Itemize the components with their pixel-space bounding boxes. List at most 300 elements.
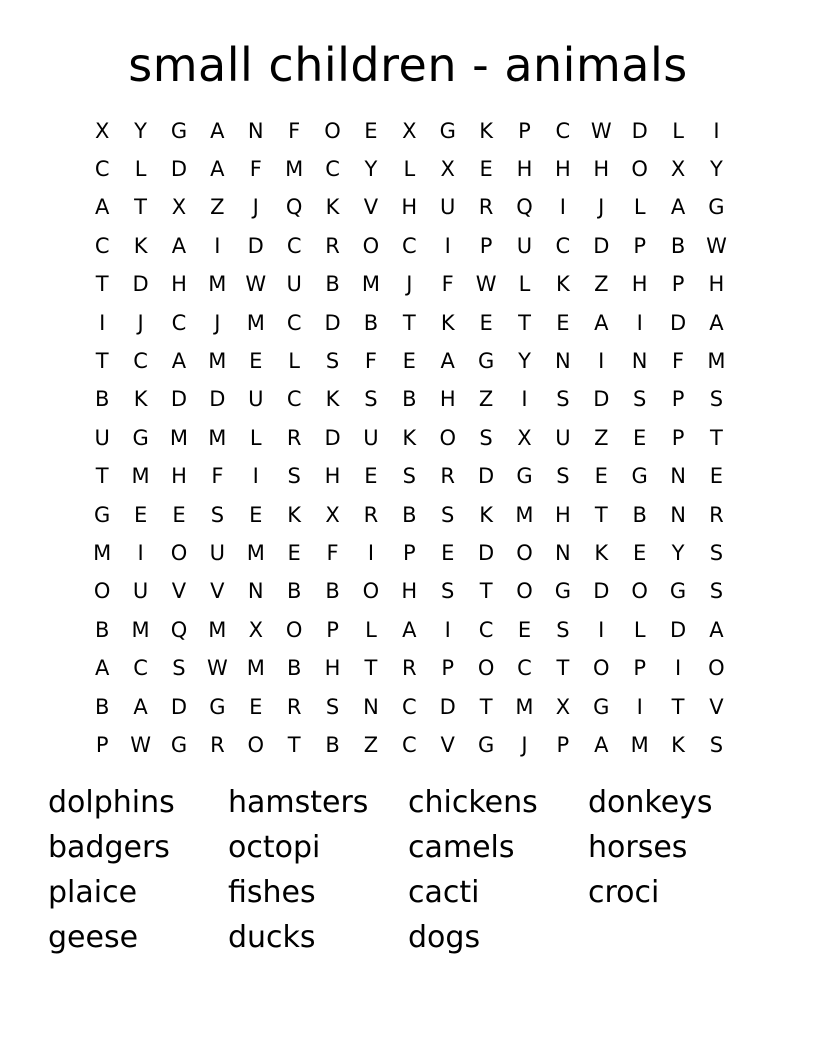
word-list-item: horses — [588, 830, 688, 865]
grid-cell: X — [95, 118, 110, 143]
grid-cell: D — [631, 118, 648, 143]
grid-cell: G — [516, 464, 533, 489]
grid-cell: S — [325, 694, 340, 719]
grid-cell: G — [132, 425, 149, 450]
grid-cell: E — [709, 464, 724, 489]
page-title: small children - animals — [128, 38, 688, 92]
word-list-item: donkeys — [588, 785, 713, 820]
grid-cell: O — [631, 579, 648, 604]
grid-cell: C — [94, 233, 110, 258]
grid-cell: I — [559, 195, 566, 220]
grid-cell: X — [440, 157, 455, 182]
grid-cell: B — [363, 310, 379, 335]
grid-cell: R — [286, 694, 302, 719]
grid-cell: A — [171, 233, 187, 258]
grid-cell: J — [214, 310, 221, 335]
grid-cell: V — [171, 579, 187, 604]
grid-cell: K — [133, 233, 148, 258]
grid-cell: I — [444, 617, 451, 642]
grid-cell: U — [94, 425, 110, 450]
grid-cell: T — [402, 310, 416, 335]
grid-cell: N — [247, 118, 264, 143]
grid-cell: H — [554, 502, 571, 527]
grid-cell: O — [324, 118, 341, 143]
grid-cell: T — [710, 425, 723, 450]
grid-cell: H — [708, 272, 725, 297]
grid-cell: P — [671, 387, 685, 412]
grid-cell: G — [477, 732, 495, 757]
grid-cell: Y — [518, 349, 531, 374]
grid-cell: W — [475, 272, 497, 297]
grid-cell: G — [554, 579, 572, 604]
grid-cell: Y — [710, 157, 723, 182]
grid-cell: R — [286, 425, 302, 450]
grid-cell: Z — [363, 732, 379, 757]
grid-cell: S — [210, 502, 225, 527]
grid-cell: H — [401, 579, 418, 604]
grid-cell: T — [594, 502, 608, 527]
word-list-item: octopi — [228, 830, 321, 865]
grid-cell: B — [286, 579, 302, 604]
grid-cell: T — [671, 694, 685, 719]
grid-cell: A — [210, 118, 225, 143]
grid-cell: C — [325, 157, 340, 182]
grid-cell: E — [172, 502, 186, 527]
grid-cell: H — [171, 464, 187, 489]
grid-cell: D — [669, 310, 687, 335]
grid-cell: R — [709, 502, 724, 527]
grid-cell: T — [556, 656, 570, 681]
grid-cell: C — [133, 349, 148, 374]
grid-cell: O — [631, 157, 648, 182]
grid-cell: H — [554, 157, 571, 182]
grid-cell: D — [209, 387, 226, 412]
grid-cell: A — [402, 617, 417, 642]
grid-cell: K — [325, 195, 340, 220]
grid-cell: H — [324, 656, 341, 681]
word-list — [48, 780, 768, 960]
grid-cell: A — [440, 349, 455, 374]
grid-cell: A — [594, 732, 609, 757]
grid-cell: I — [521, 387, 528, 412]
grid-cell: C — [401, 694, 417, 719]
grid-cell: R — [402, 656, 417, 681]
grid-cell: J — [252, 195, 259, 220]
grid-cell: E — [249, 349, 263, 374]
grid-cell: B — [402, 387, 417, 412]
grid-cell: D — [247, 233, 264, 258]
grid-cell: I — [252, 464, 259, 489]
grid-cell: B — [632, 502, 647, 527]
grid-cell: C — [517, 656, 532, 681]
grid-cell: U — [440, 195, 456, 220]
grid-cell: S — [709, 579, 724, 604]
grid-cell: M — [246, 540, 265, 565]
word-list-item: hamsters — [228, 785, 369, 820]
grid-cell: D — [132, 272, 149, 297]
grid-cell: T — [479, 694, 493, 719]
grid-cell: R — [440, 464, 455, 489]
grid-cell: C — [555, 118, 571, 143]
grid-cell: D — [324, 425, 341, 450]
grid-cell: G — [477, 349, 495, 374]
grid-cell: U — [555, 425, 571, 450]
grid-cell: P — [671, 272, 685, 297]
grid-cell: B — [286, 656, 302, 681]
word-list-item: geese — [48, 920, 139, 955]
grid-cell: P — [633, 233, 646, 258]
grid-cell: M — [131, 617, 150, 642]
grid-cell: R — [363, 502, 379, 527]
grid-cell: S — [441, 579, 455, 604]
grid-cell: C — [286, 310, 302, 335]
grid-cell: P — [479, 233, 493, 258]
grid-cell: N — [670, 464, 686, 489]
grid-cell: H — [439, 387, 456, 412]
grid-cell: J — [406, 272, 413, 297]
grid-cell: D — [593, 579, 610, 604]
grid-cell: N — [631, 349, 648, 374]
word-list-item: ducks — [228, 920, 316, 955]
grid-cell: M — [361, 272, 380, 297]
word-list-item: dogs — [408, 920, 481, 955]
grid-cell: V — [210, 579, 225, 604]
grid-cell: K — [133, 387, 148, 412]
grid-cell: E — [364, 118, 378, 143]
grid-cell: X — [402, 118, 417, 143]
grid-cell: K — [287, 502, 302, 527]
grid-cell: C — [286, 233, 302, 258]
grid-cell: T — [518, 310, 531, 335]
grid-cell: A — [709, 617, 724, 642]
grid-cell: I — [367, 540, 375, 565]
grid-cell: H — [631, 272, 648, 297]
grid-cell: E — [364, 464, 378, 489]
grid-cell: U — [132, 579, 149, 604]
grid-cell: D — [593, 233, 610, 258]
grid-cell: K — [325, 387, 340, 412]
grid-cell: I — [214, 233, 221, 258]
grid-cell: K — [479, 502, 493, 527]
grid-cell: F — [672, 349, 685, 374]
grid-cell: E — [556, 310, 570, 335]
grid-cell: B — [325, 579, 340, 604]
grid-cell: F — [326, 540, 339, 565]
grid-cell: K — [555, 272, 570, 297]
grid-cell: P — [326, 617, 339, 642]
grid-cell: G — [631, 464, 648, 489]
grid-cell: L — [249, 425, 262, 450]
grid-cell: E — [633, 425, 647, 450]
grid-cell: T — [95, 349, 109, 374]
grid-cell: X — [171, 195, 187, 220]
grid-cell: O — [362, 233, 380, 258]
grid-cell: L — [134, 157, 147, 182]
grid-cell: B — [402, 502, 417, 527]
grid-cell: D — [669, 617, 687, 642]
grid-cell: E — [133, 502, 148, 527]
grid-cell: C — [401, 233, 417, 258]
grid-cell: U — [363, 425, 379, 450]
grid-cell: A — [95, 656, 110, 681]
grid-cell: Y — [671, 540, 685, 565]
grid-cell: D — [593, 387, 610, 412]
grid-cell: D — [170, 157, 188, 182]
word-list-item: dolphins — [48, 785, 175, 820]
grid-cell: T — [134, 195, 147, 220]
grid-cell: O — [170, 540, 188, 565]
grid-cell: O — [477, 656, 495, 681]
grid-cell: O — [439, 425, 456, 450]
grid-cell: I — [713, 118, 720, 143]
grid-cell: C — [171, 310, 187, 335]
grid-cell: O — [593, 656, 610, 681]
grid-cell: I — [636, 694, 643, 719]
grid-cell: W — [206, 656, 228, 681]
grid-cell: J — [521, 732, 528, 757]
grid-cell: C — [555, 233, 571, 258]
grid-cell: K — [440, 310, 455, 335]
grid-cell: B — [94, 387, 110, 412]
grid-cell: L — [365, 617, 377, 642]
grid-cell: B — [325, 732, 340, 757]
grid-cell: I — [137, 540, 144, 565]
grid-cell: G — [94, 502, 111, 527]
grid-cell: O — [247, 732, 265, 757]
grid-cell: M — [246, 310, 265, 335]
grid-cell: A — [133, 694, 148, 719]
grid-cell: O — [285, 617, 303, 642]
grid-cell: E — [517, 617, 532, 642]
grid-cell: L — [403, 157, 416, 182]
grid-cell: B — [325, 272, 340, 297]
grid-cell: Q — [285, 195, 303, 220]
grid-cell: I — [444, 233, 451, 258]
grid-cell: E — [479, 310, 493, 335]
grid-cell: V — [709, 694, 724, 719]
grid-cell: M — [169, 425, 189, 450]
grid-cell: I — [598, 617, 605, 642]
word-list-item: badgers — [48, 830, 170, 865]
grid-cell: A — [95, 195, 110, 220]
grid-cell: D — [478, 464, 495, 489]
grid-cell: C — [94, 157, 110, 182]
grid-cell: O — [362, 579, 380, 604]
grid-cell: I — [99, 310, 106, 335]
grid-cell: F — [249, 157, 262, 182]
grid-cell: N — [363, 694, 379, 719]
grid-cell: E — [441, 540, 455, 565]
grid-cell: D — [170, 694, 188, 719]
grid-cell: O — [516, 540, 533, 565]
grid-cell: Q — [170, 617, 188, 642]
grid-cell: V — [440, 732, 455, 757]
grid-cell: S — [172, 656, 186, 681]
grid-cell: L — [633, 195, 646, 220]
grid-cell: M — [93, 540, 112, 565]
word-list-item: chickens — [408, 785, 538, 820]
grid-cell: X — [670, 157, 686, 182]
grid-cell: G — [170, 732, 188, 757]
grid-cell: S — [709, 732, 724, 757]
grid-cell: K — [594, 540, 609, 565]
grid-cell: H — [324, 464, 341, 489]
grid-cell: G — [209, 694, 226, 719]
grid-cell: E — [479, 157, 493, 182]
grid-cell: M — [208, 425, 227, 450]
grid-cell: G — [439, 118, 456, 143]
grid-cell: X — [555, 694, 571, 719]
grid-cell: E — [287, 540, 301, 565]
grid-cell: F — [441, 272, 454, 297]
grid-cell: B — [670, 233, 686, 258]
grid-cell: X — [325, 502, 340, 527]
grid-cell: M — [246, 656, 265, 681]
grid-cell: X — [248, 617, 263, 642]
word-list-item: fishes — [228, 875, 316, 910]
grid-cell: A — [171, 349, 187, 374]
grid-cell: T — [95, 272, 109, 297]
grid-cell: C — [401, 732, 417, 757]
grid-cell: Z — [210, 195, 225, 220]
grid-cell: C — [133, 656, 148, 681]
grid-cell: A — [594, 310, 609, 335]
grid-cell: L — [672, 118, 684, 143]
grid-cell: J — [598, 195, 605, 220]
grid-cell: M — [707, 349, 726, 374]
grid-cell: P — [518, 118, 531, 143]
grid-cell: S — [632, 387, 647, 412]
grid-cell: S — [709, 540, 724, 565]
letter-grid — [83, 112, 736, 765]
grid-cell: U — [209, 540, 226, 565]
grid-cell: I — [674, 656, 682, 681]
word-list-item: camels — [408, 830, 515, 865]
grid-cell: P — [671, 425, 685, 450]
grid-cell: M — [208, 272, 227, 297]
grid-cell: S — [556, 464, 570, 489]
grid-cell: K — [402, 425, 417, 450]
grid-cell: F — [364, 349, 377, 374]
grid-cell: S — [441, 502, 455, 527]
grid-cell: N — [555, 349, 571, 374]
grid-cell: D — [324, 310, 341, 335]
grid-cell: W — [706, 233, 727, 258]
grid-cell: P — [402, 540, 416, 565]
grid-cell: V — [363, 195, 379, 220]
grid-cell: D — [439, 694, 456, 719]
grid-cell: M — [131, 464, 150, 489]
grid-cell: P — [441, 656, 455, 681]
grid-cell: B — [94, 694, 110, 719]
grid-cell: G — [669, 579, 687, 604]
grid-cell: T — [479, 579, 493, 604]
grid-cell: S — [402, 464, 416, 489]
grid-cell: E — [402, 349, 416, 374]
grid-cell: C — [286, 387, 302, 412]
grid-cell: H — [401, 195, 418, 220]
grid-cell: F — [288, 118, 301, 143]
grid-cell: Y — [134, 118, 147, 143]
grid-cell: P — [556, 732, 570, 757]
grid-cell: T — [364, 656, 378, 681]
grid-cell: L — [633, 617, 646, 642]
grid-cell: E — [249, 694, 263, 719]
grid-cell: H — [171, 272, 187, 297]
grid-cell: N — [555, 540, 571, 565]
grid-cell: D — [170, 387, 188, 412]
grid-cell: M — [515, 694, 534, 719]
grid-cell: E — [633, 540, 647, 565]
grid-cell: O — [708, 656, 725, 681]
grid-cell: H — [593, 157, 610, 182]
grid-cell: Z — [594, 425, 609, 450]
grid-cell: L — [518, 272, 531, 297]
grid-cell: I — [598, 349, 605, 374]
grid-cell: S — [709, 387, 724, 412]
grid-cell: R — [325, 233, 340, 258]
grid-cell: W — [130, 732, 151, 757]
grid-cell: H — [516, 157, 533, 182]
word-list-item: croci — [588, 875, 660, 910]
grid-cell: S — [479, 425, 493, 450]
grid-cell: P — [95, 732, 109, 757]
grid-cell: M — [285, 157, 304, 182]
grid-cell: N — [670, 502, 686, 527]
grid-cell: K — [671, 732, 685, 757]
grid-cell: M — [630, 732, 649, 757]
grid-cell: S — [364, 387, 378, 412]
grid-cell: N — [247, 579, 264, 604]
grid-cell: Y — [364, 157, 378, 182]
grid-cell: G — [708, 195, 725, 220]
grid-cell: L — [288, 349, 300, 374]
grid-cell: F — [211, 464, 224, 489]
grid-cell: A — [709, 310, 724, 335]
grid-cell: S — [325, 349, 340, 374]
grid-cell: T — [95, 464, 109, 489]
grid-cell: S — [556, 387, 570, 412]
grid-cell: S — [287, 464, 301, 489]
grid-cell: J — [137, 310, 144, 335]
grid-cell: A — [210, 157, 225, 182]
grid-cell: D — [478, 540, 495, 565]
grid-cell: Q — [516, 195, 533, 220]
grid-cell: O — [516, 579, 533, 604]
grid-cell: C — [478, 617, 494, 642]
grid-cell: R — [210, 732, 225, 757]
grid-cell: U — [516, 233, 533, 258]
grid-cell: U — [286, 272, 302, 297]
grid-cell: A — [670, 195, 686, 220]
grid-cell: T — [287, 732, 301, 757]
grid-cell: W — [590, 118, 612, 143]
grid-cell: O — [93, 579, 111, 604]
grid-cell: I — [636, 310, 643, 335]
grid-cell: S — [556, 617, 570, 642]
grid-cell: W — [245, 272, 267, 297]
grid-cell: M — [208, 349, 227, 374]
grid-cell: E — [594, 464, 608, 489]
word-list-item: plaice — [48, 875, 138, 910]
grid-cell: Z — [478, 387, 494, 412]
grid-cell: R — [478, 195, 494, 220]
grid-cell: X — [517, 425, 532, 450]
grid-cell: G — [593, 694, 610, 719]
grid-cell: M — [515, 502, 534, 527]
grid-cell: U — [248, 387, 264, 412]
grid-cell: P — [633, 656, 646, 681]
